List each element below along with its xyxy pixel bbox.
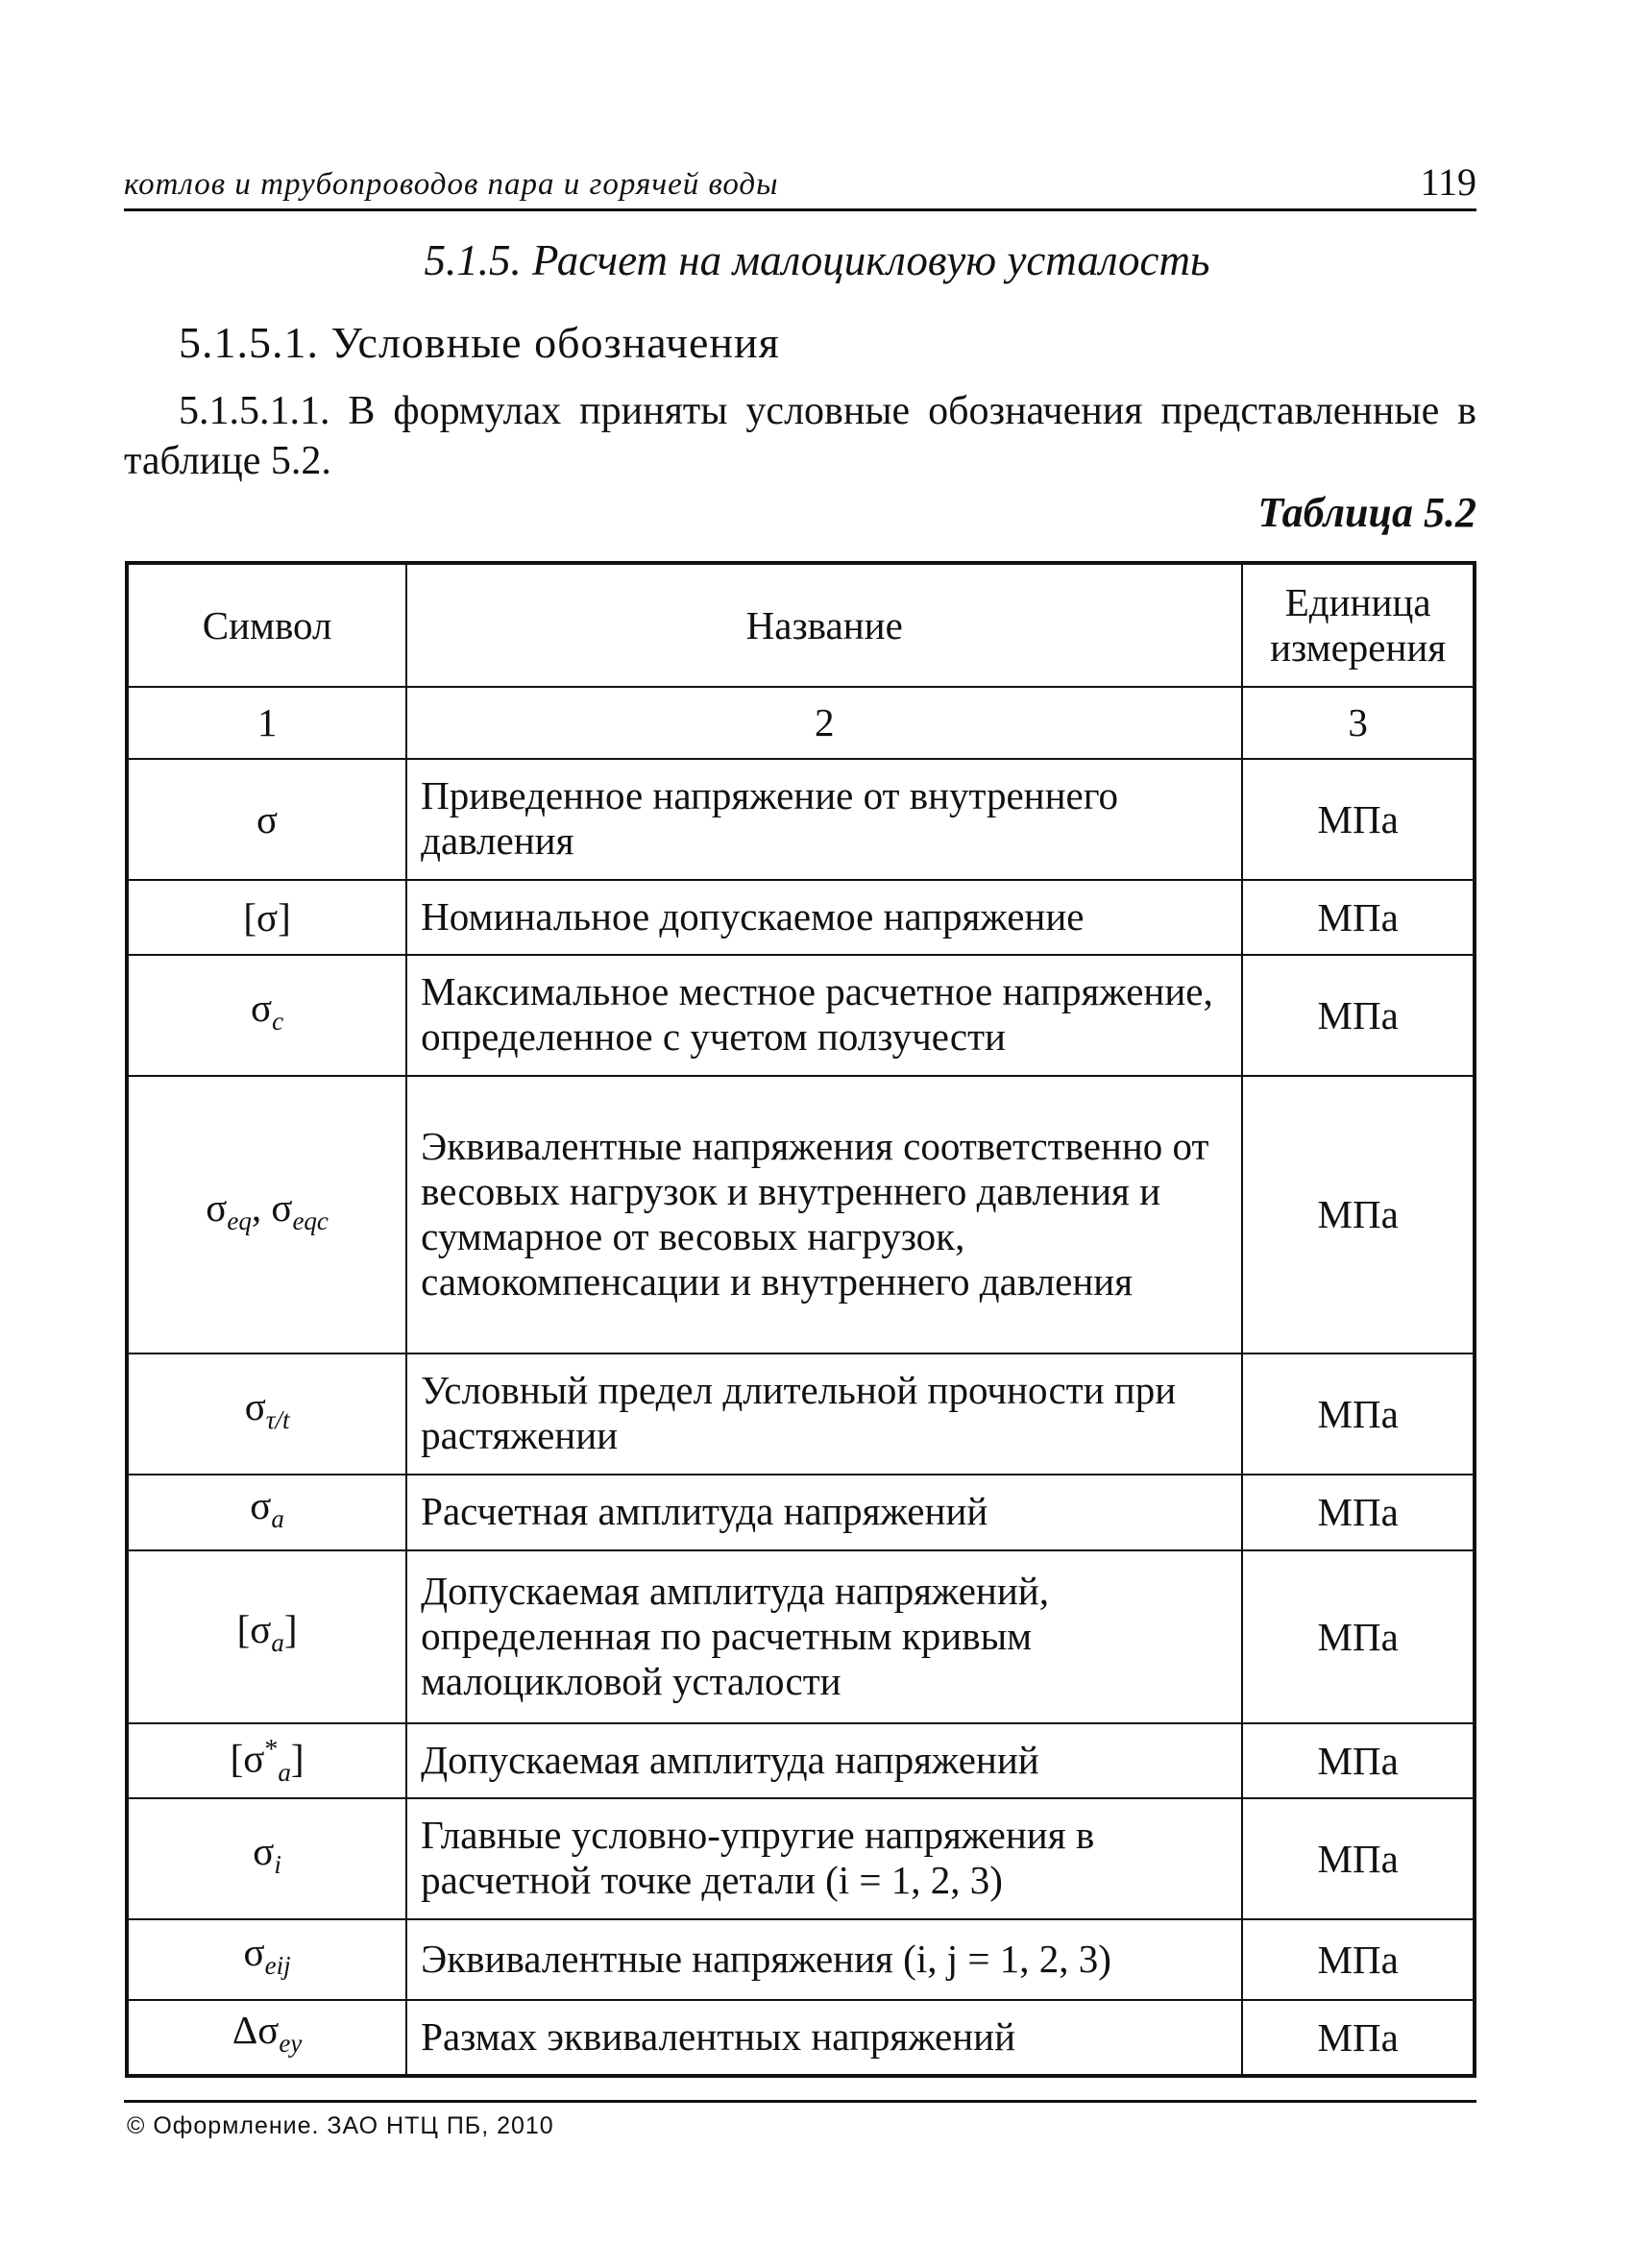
column-number-row xyxy=(127,687,1475,759)
page-number: 119 xyxy=(1420,160,1476,204)
table-row xyxy=(127,759,1475,880)
header-symbol: Символ xyxy=(127,563,406,687)
symbol-cell: $\Delta\sigma_{ey}$ xyxy=(127,2000,406,2076)
table-row xyxy=(127,1475,1475,1550)
name-cell: Расчетная амплитуда напряжений xyxy=(406,1475,1242,1550)
footer-rule xyxy=(124,2100,1476,2103)
name-cell: Допускаемая амплитуда напряжений, определенная по расчетным кривым малоцикловой усталости xyxy=(406,1550,1242,1723)
unit-cell: МПа xyxy=(1242,1919,1475,2000)
unit-cell: МПа xyxy=(1242,1475,1475,1550)
table-row xyxy=(127,1919,1475,2000)
running-header xyxy=(124,159,1476,211)
unit-cell: МПа xyxy=(1242,2000,1475,2076)
unit-cell: МПа xyxy=(1242,1723,1475,1798)
symbol-cell: $\sigma_{\tau/t}$ xyxy=(127,1353,406,1475)
table-header-row xyxy=(127,563,1475,687)
column-number-2: 2 xyxy=(406,687,1242,759)
header-name: Название xyxy=(406,563,1242,687)
unit-cell: МПа xyxy=(1242,759,1475,880)
table-caption: Таблица 5.2 xyxy=(1257,489,1476,536)
footer-copyright: © Оформление. ЗАО НТЦ ПБ, 2010 xyxy=(127,2112,554,2139)
name-cell: Главные условно-упругие напряжения в расчетной точке детали (i = 1, 2, 3) xyxy=(406,1798,1242,1919)
name-cell: Размах эквивалентных напряжений xyxy=(406,2000,1242,2076)
symbol-cell: $\sigma_{eij}$ xyxy=(127,1919,406,2000)
unit-cell: МПа xyxy=(1242,1353,1475,1475)
column-number-1: 1 xyxy=(127,687,406,759)
name-cell: Эквивалентные напряжения соответственно от весовых нагрузок и внутреннего давления и суммарное от весовых нагрузок, самокомпенсации и внутреннего давления xyxy=(406,1076,1242,1353)
symbol-cell: [σ] xyxy=(127,880,406,955)
symbols-table xyxy=(125,561,1476,2078)
unit-cell: МПа xyxy=(1242,1076,1475,1353)
table-row xyxy=(127,2000,1475,2076)
subsection-heading: 5.1.5.1. Условные обозначения xyxy=(179,318,780,367)
table-row xyxy=(127,955,1475,1076)
symbol-cell: $\sigma_c$ xyxy=(127,955,406,1076)
symbol-cell: σ xyxy=(127,759,406,880)
unit-cell: МПа xyxy=(1242,880,1475,955)
column-number-3: 3 xyxy=(1242,687,1475,759)
symbol-cell: $\sigma_i$ xyxy=(127,1798,406,1919)
table-row xyxy=(127,1798,1475,1919)
symbol-cell: $[\sigma_a]$ xyxy=(127,1550,406,1723)
header-unit: Единица измерения xyxy=(1242,563,1475,687)
table-row xyxy=(127,1723,1475,1798)
symbol-cell: $\sigma_{eq}$, $\sigma_{eqc}$ xyxy=(127,1076,406,1353)
section-heading: 5.1.5. Расчет на малоцикловую усталость xyxy=(424,236,1210,284)
symbol-cell: $[\sigma^*_a]$ xyxy=(127,1723,406,1798)
name-cell: Номинальное допускаемое напряжение xyxy=(406,880,1242,955)
name-cell: Эквивалентные напряжения (i, j = 1, 2, 3) xyxy=(406,1919,1242,2000)
name-cell: Условный предел длительной прочности при растяжении xyxy=(406,1353,1242,1475)
name-cell: Максимальное местное расчетное напряжение, определенное с учетом ползучести xyxy=(406,955,1242,1076)
running-title: котлов и трубопроводов пара и горячей воды xyxy=(124,167,779,202)
intro-paragraph: 5.1.5.1.1. В формулах приняты условные обозначения представленные в таблице 5.2. xyxy=(124,389,1476,483)
unit-cell: МПа xyxy=(1242,1798,1475,1919)
table-row xyxy=(127,1076,1475,1353)
table-row xyxy=(127,1550,1475,1723)
unit-cell: МПа xyxy=(1242,955,1475,1076)
symbol-cell: $\sigma_a$ xyxy=(127,1475,406,1550)
name-cell: Допускаемая амплитуда напряжений xyxy=(406,1723,1242,1798)
table-row xyxy=(127,880,1475,955)
unit-cell: МПа xyxy=(1242,1550,1475,1723)
table-row xyxy=(127,1353,1475,1475)
name-cell: Приведенное напряжение от внутреннего давления xyxy=(406,759,1242,880)
